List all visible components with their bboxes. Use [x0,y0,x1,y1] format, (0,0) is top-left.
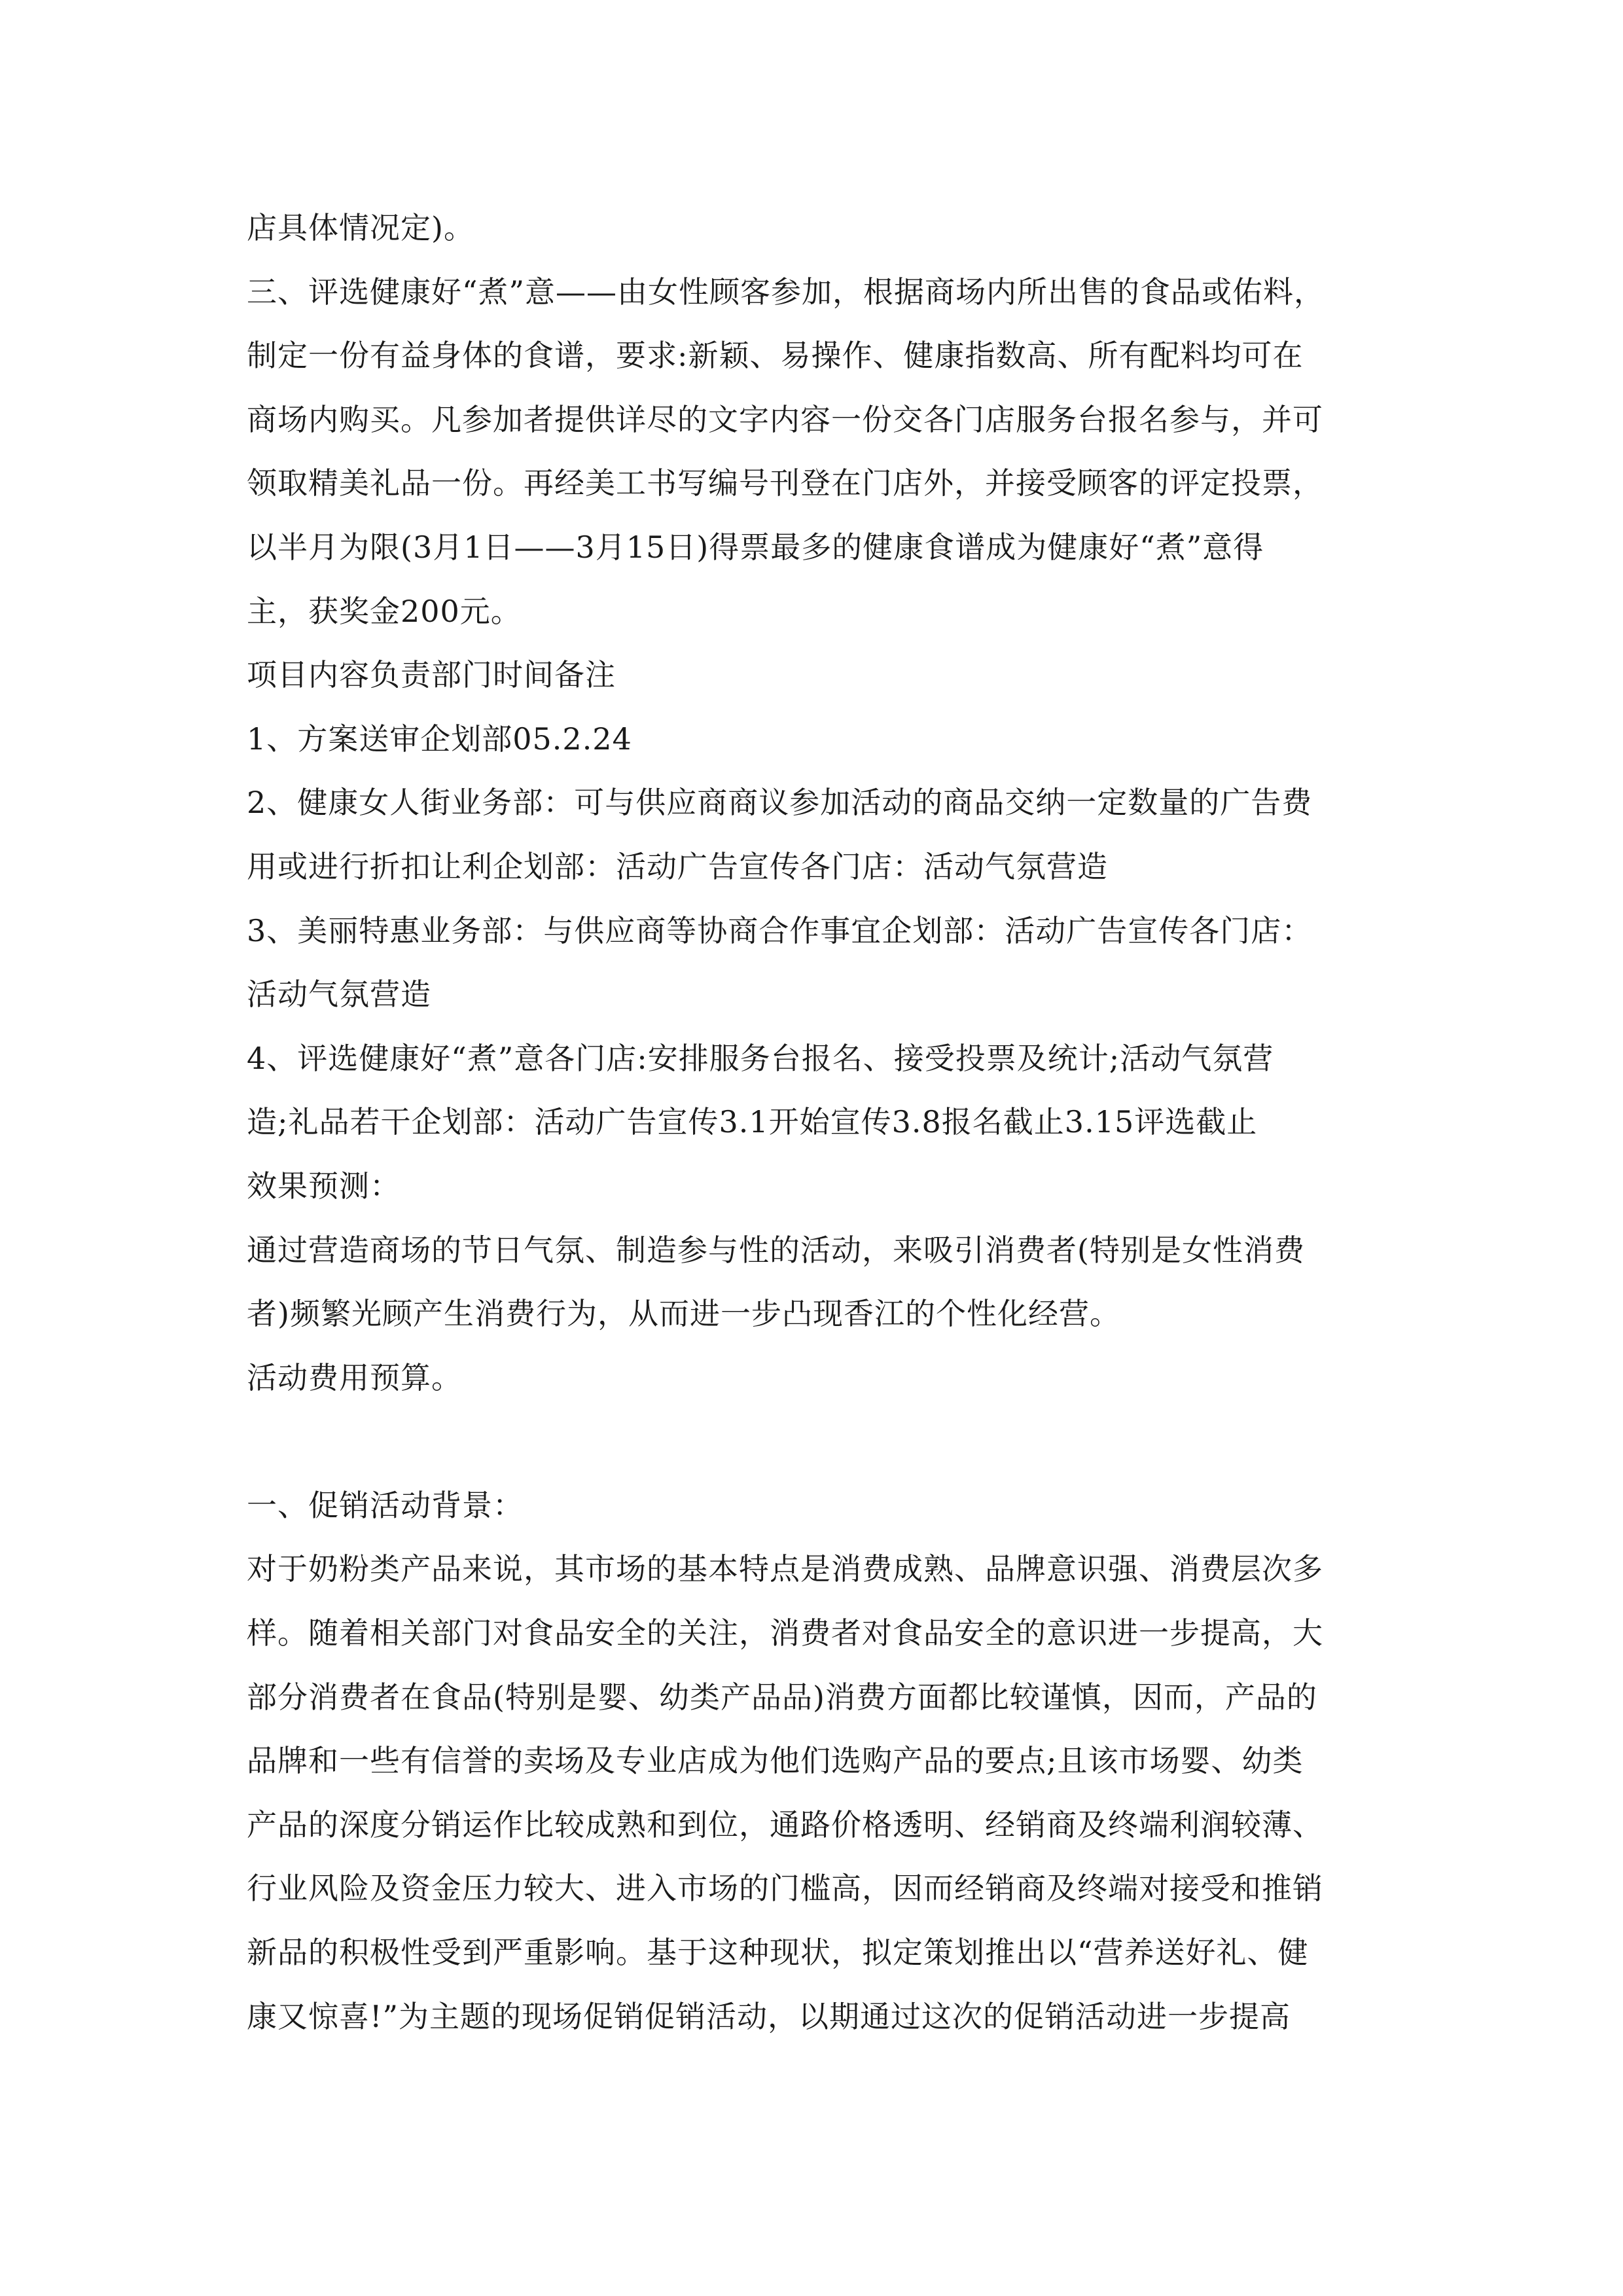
paragraph-line: 领取精美礼品一份。再经美工书写编号刊登在门店外，并接受顾客的评定投票， [247,465,1323,501]
paragraph-line: 三、评选健康好“煮”意——由女性顾客参加，根据商场内所出售的食品或佑料， [247,274,1325,310]
paragraph-line: 品牌和一些有信誉的卖场及专业店成为他们选购产品的要点;且该市场婴、幼类 [247,1743,1304,1779]
blank-line [247,1410,1385,1474]
paragraph-line: 主，获奖金200元。 [247,593,522,629]
paragraph-line: 者)频繁光顾产生消费行为，从而进一步凸现香江的个性化经营。 [247,1296,1120,1332]
table-row-line: 1、方案送审企划部05.2.24 [247,721,632,757]
table-row-line: 活动气氛营造 [247,977,431,1013]
paragraph-line: 制定一份有益身体的食谱，要求:新颖、易操作、健康指数高、所有配料均可在 [247,338,1304,374]
section-heading: 一、促销活动背景： [247,1487,524,1523]
paragraph-line: 店具体情况定)。 [247,210,474,245]
table-row-line: 4、评选健康好“煮”意各门店:安排服务台报名、接受投票及统计;活动气氛营 [247,1040,1274,1076]
paragraph-line: 对于奶粉类产品来说，其市场的基本特点是消费成熟、品牌意识强、消费层次多 [247,1551,1323,1587]
paragraph-line: 产品的深度分销运作比较成熟和到位，通路价格透明、经销商及终端利润较薄、 [247,1806,1323,1842]
paragraph-line: 通过营造商场的节日气氛、制造参与性的活动，来吸引消费者(特别是女性消费 [247,1232,1305,1268]
table-header-line: 项目内容负责部门时间备注 [247,657,616,693]
paragraph-line: 样。随着相关部门对食品安全的关注，消费者对食品安全的意识进一步提高，大 [247,1615,1323,1651]
section-heading: 活动费用预算。 [247,1359,462,1395]
paragraph-line: 新品的积极性受到严重影响。基于这种现状，拟定策划推出以“营养送好礼、健 [247,1935,1309,1971]
table-row-line: 2、健康女人街业务部：可与供应商商议参加活动的商品交纳一定数量的广告费 [247,785,1313,821]
paragraph-line: 行业风险及资金压力较大、进入市场的门槛高，因而经销商及终端对接受和推销 [247,1871,1323,1907]
paragraph-line: 商场内购买。凡参加者提供详尽的文字内容一份交各门店服务台报名参与，并可 [247,401,1323,437]
table-row-line: 造;礼品若干企划部：活动广告宣传3.1开始宣传3.8报名截止3.15评选截止 [247,1104,1258,1140]
paragraph-line: 部分消费者在食品(特别是婴、幼类产品品)消费方面都比较谨慎，因而，产品的 [247,1679,1317,1715]
section-heading: 效果预测： [247,1168,401,1204]
table-row-line: 用或进行折扣让利企划部：活动广告宣传各门店：活动气氛营造 [247,848,1108,884]
table-row-line: 3、美丽特惠业务部：与供应商等协商合作事宜企划部：活动广告宣传各门店： [247,912,1313,948]
paragraph-line: 康又惊喜!”为主题的现场促销促销活动，以期通过这次的促销活动进一步提高 [247,1998,1291,2034]
paragraph-line: 以半月为限(3月1日——3月15日)得票最多的健康食谱成为健康好“煮”意得 [247,529,1264,565]
document-body [247,196,1385,2049]
